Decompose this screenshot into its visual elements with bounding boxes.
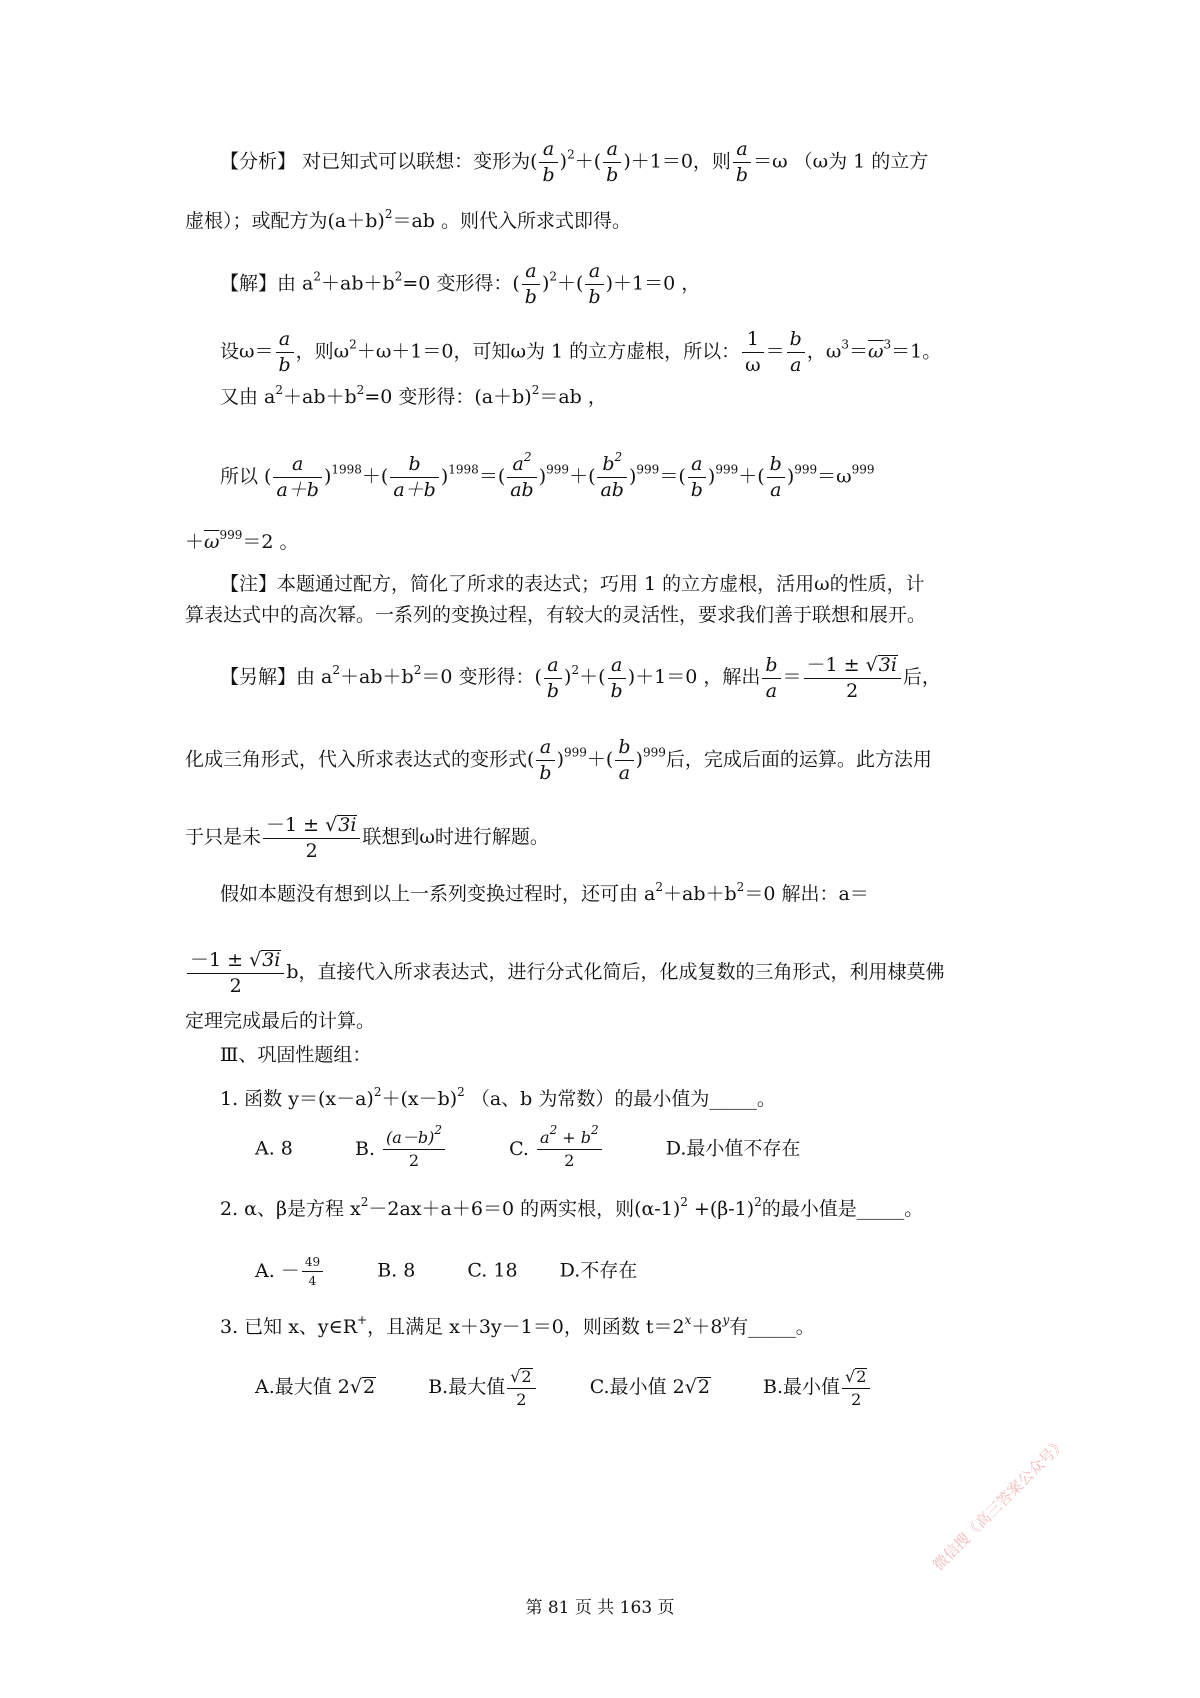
den: a＋b bbox=[390, 477, 439, 500]
num: a bbox=[278, 328, 291, 350]
exp: 2 bbox=[413, 663, 422, 677]
exp: 2 bbox=[313, 269, 322, 284]
radicand: 2 bbox=[856, 1367, 867, 1386]
num: b bbox=[602, 453, 615, 475]
num: b bbox=[765, 653, 778, 676]
text: ＝( bbox=[478, 465, 506, 488]
label: C. bbox=[509, 1137, 529, 1160]
analysis-line-2 bbox=[185, 207, 631, 232]
text: )＋1＝0 ， bbox=[605, 272, 701, 295]
num: a bbox=[691, 453, 703, 475]
exp: 999 bbox=[564, 745, 587, 760]
text: ) bbox=[538, 465, 547, 488]
exp: 2 bbox=[549, 1123, 558, 1137]
note-line-2 bbox=[185, 606, 926, 625]
label: C.最小值 2 bbox=[589, 1376, 685, 1398]
exp: 2 bbox=[394, 269, 403, 284]
fraction-b-over-a bbox=[787, 330, 805, 375]
text: ＋( bbox=[738, 465, 765, 488]
text: 算表达式中的高次幂。一系列的变换过程，有较大的灵活性，要求我们善于联想和展开。 bbox=[185, 604, 927, 626]
text: 的最小值是_____。 bbox=[761, 1198, 924, 1220]
exp: 2 bbox=[614, 450, 623, 464]
num: (a－b) bbox=[386, 1128, 435, 1147]
fraction-a-over-b bbox=[276, 330, 294, 375]
text: ＝0 解出：a＝ bbox=[744, 883, 869, 905]
text: ＋8 bbox=[691, 1316, 723, 1338]
label: A.最大值 2 bbox=[255, 1376, 350, 1398]
text: ＋ bbox=[185, 531, 205, 553]
den: a bbox=[615, 760, 633, 783]
exp: 2 bbox=[332, 663, 341, 677]
exp: 2 bbox=[571, 663, 580, 677]
text: 后， bbox=[902, 666, 941, 688]
text: 定理完成最后的计算。 bbox=[185, 1010, 376, 1032]
exp: 1998 bbox=[331, 462, 362, 477]
num: b bbox=[789, 328, 802, 350]
fraction-b-over-a bbox=[767, 455, 785, 500]
text: 有_____。 bbox=[729, 1316, 815, 1338]
text: ＋( bbox=[579, 666, 606, 688]
exp: 2 bbox=[680, 1195, 688, 1209]
num: a bbox=[512, 453, 524, 475]
den: b bbox=[536, 760, 554, 783]
q1-option-d[interactable]: D.最小值不存在 bbox=[665, 1137, 801, 1160]
exp: 999 bbox=[851, 462, 875, 477]
section-title: Ⅲ、巩固性题组： bbox=[220, 1044, 372, 1066]
text: 联想到ω时进行解题。 bbox=[362, 826, 549, 848]
q1-option-c[interactable] bbox=[509, 1123, 604, 1170]
text: ＝ab 。则代入所求式即得。 bbox=[392, 210, 631, 232]
exp: 999 bbox=[642, 745, 666, 760]
num: a bbox=[588, 260, 601, 282]
exp: 2 bbox=[457, 1085, 465, 1099]
fraction-b-over-a bbox=[762, 653, 780, 702]
den: a bbox=[787, 352, 805, 375]
fraction-root-expression: $\frac{-1 \pm √3i}{2}$ bbox=[804, 655, 901, 701]
analysis-line-1 bbox=[220, 140, 928, 185]
den: b bbox=[539, 162, 557, 185]
solution-line-3 bbox=[220, 383, 607, 408]
text: 1. 函数 y＝(x－a) bbox=[220, 1088, 374, 1110]
text: ＋ab＋b bbox=[340, 666, 414, 688]
exp: 999 bbox=[546, 462, 570, 477]
fraction-b2-over-ab bbox=[597, 450, 627, 501]
num: 1 bbox=[746, 328, 759, 350]
num: 49 bbox=[304, 1255, 321, 1269]
text: ＝ bbox=[765, 340, 785, 363]
radicand: 3i bbox=[338, 814, 357, 836]
text: ＋ω＋1＝0，可知ω为 1 的立方虚根，所以： bbox=[356, 340, 741, 363]
radicand: 2 bbox=[521, 1367, 532, 1386]
solution-line-4 bbox=[220, 450, 875, 501]
num: a bbox=[606, 138, 618, 160]
fraction-root-expression: $\frac{-1 \pm √3i}{2}$ bbox=[187, 950, 284, 996]
text: ) bbox=[541, 272, 550, 295]
den: b bbox=[585, 284, 603, 307]
text: ，且满足 x＋3y－1＝0，则函数 t＝2 bbox=[367, 1316, 685, 1338]
question-1-stem bbox=[220, 1085, 776, 1110]
text: （a、b 为常数）的最小值为_____。 bbox=[464, 1088, 776, 1110]
text: =0 变形得：( bbox=[402, 272, 520, 295]
q3-option-d[interactable] bbox=[763, 1367, 872, 1409]
den: ab bbox=[597, 477, 627, 500]
text: 虚根）；或配方为(a＋b) bbox=[185, 210, 385, 232]
alt-line-1 bbox=[220, 655, 941, 701]
text: ，ω bbox=[806, 340, 842, 363]
question-2-options bbox=[255, 1256, 637, 1287]
alt-line-2 bbox=[185, 738, 932, 783]
den: b bbox=[733, 162, 751, 185]
fraction-root-expression: $\frac{-1 \pm √3i}{2}$ bbox=[263, 815, 360, 861]
q2-option-d[interactable]: D.不存在 bbox=[559, 1259, 638, 1282]
fraction bbox=[383, 1123, 445, 1170]
num: －1 ± bbox=[266, 814, 320, 836]
den: 2 bbox=[383, 1149, 445, 1169]
question-3-stem bbox=[220, 1313, 815, 1338]
fraction-a-over-b bbox=[608, 653, 626, 702]
fraction bbox=[302, 1256, 323, 1287]
text: ＝ bbox=[782, 666, 802, 688]
den: b bbox=[688, 477, 706, 500]
alt-line-3 bbox=[185, 815, 549, 861]
text: 对已知式可以联想：变形为( bbox=[302, 150, 538, 173]
fraction-b-over-a-plus-b bbox=[390, 455, 439, 500]
text: 设ω＝ bbox=[220, 340, 274, 363]
fraction-a-over-b bbox=[733, 140, 751, 185]
den: ω bbox=[742, 352, 764, 375]
den: 2 bbox=[804, 678, 901, 701]
text: ＋ab＋b bbox=[283, 386, 357, 408]
text: ) bbox=[564, 666, 572, 688]
fraction-a2-over-ab bbox=[507, 450, 537, 501]
exp: 3 bbox=[841, 337, 849, 352]
num: b bbox=[769, 453, 782, 475]
label: B.最小值 bbox=[763, 1376, 841, 1398]
fraction-a-over-b bbox=[522, 262, 540, 307]
den: 2 bbox=[263, 838, 360, 861]
text: ) bbox=[707, 465, 716, 488]
num: b bbox=[408, 453, 421, 475]
q2-option-b[interactable]: B. 8 bbox=[377, 1259, 416, 1282]
num: a bbox=[539, 736, 552, 758]
den: 2 bbox=[842, 1388, 870, 1408]
question-1-options bbox=[255, 1123, 801, 1170]
text: ) bbox=[635, 748, 643, 771]
exp: 2 bbox=[356, 383, 365, 397]
radicand: 2 bbox=[697, 1376, 710, 1398]
text: =0 变形得：(a＋b) bbox=[364, 386, 532, 408]
radicand: 3i bbox=[262, 949, 281, 971]
den: 2 bbox=[537, 1149, 602, 1169]
watermark: 微信搜《高三答案公众号》 bbox=[929, 1434, 1070, 1575]
den: b bbox=[522, 284, 540, 307]
exp: 2 bbox=[360, 1195, 369, 1209]
alt-tag: 【另解】 bbox=[220, 666, 297, 688]
exp: 999 bbox=[219, 528, 243, 542]
text: ＝ω （ω为 1 的立方 bbox=[753, 150, 929, 173]
text: 3. 已知 x、y∈R bbox=[220, 1316, 358, 1338]
fraction-b-over-a bbox=[615, 738, 633, 783]
exp: 1998 bbox=[448, 462, 479, 477]
text: 由 a bbox=[296, 666, 333, 688]
den: 2 bbox=[187, 973, 284, 996]
den: a＋b bbox=[273, 477, 322, 500]
exp: 2 bbox=[591, 1123, 599, 1137]
q1-option-b[interactable] bbox=[354, 1123, 447, 1170]
q2-option-c[interactable]: C. 18 bbox=[467, 1259, 518, 1282]
text: ) bbox=[556, 748, 565, 771]
exp: 2 bbox=[373, 1085, 382, 1099]
text: ＝ω bbox=[817, 465, 852, 488]
exp: y bbox=[722, 1313, 730, 1327]
num: a bbox=[540, 1128, 550, 1147]
text: ＋( bbox=[569, 465, 596, 488]
q1-option-a[interactable]: A. 8 bbox=[255, 1137, 293, 1160]
question-2-stem bbox=[220, 1195, 924, 1220]
text: ) bbox=[323, 465, 332, 488]
exp: 2 bbox=[523, 450, 532, 464]
fraction: $\frac{√2}{2}$ bbox=[842, 1368, 870, 1408]
exp: 2 bbox=[434, 1123, 442, 1137]
page-footer: 第 81 页 共 163 页 bbox=[525, 1598, 675, 1618]
exp: x bbox=[684, 1313, 692, 1327]
extra-line-3 bbox=[185, 1012, 375, 1031]
den: a bbox=[762, 678, 780, 701]
den: b bbox=[603, 162, 621, 185]
solution-line-5 bbox=[185, 528, 299, 553]
exp: 999 bbox=[636, 462, 660, 477]
fraction-1-over-omega bbox=[742, 330, 764, 375]
num: a bbox=[547, 653, 559, 676]
text: 所以 ( bbox=[220, 465, 272, 488]
exp: 2 bbox=[549, 269, 558, 284]
den: b bbox=[544, 678, 562, 701]
text: ＝ bbox=[848, 340, 868, 363]
fraction: $\frac{√2}{2}$ bbox=[507, 1368, 535, 1408]
den: a bbox=[767, 477, 785, 500]
solution-line-1 bbox=[220, 262, 700, 307]
text: ＋( bbox=[574, 150, 602, 173]
label: B. bbox=[354, 1137, 375, 1160]
num: －1 ± bbox=[190, 949, 244, 971]
note-line-1 bbox=[220, 575, 925, 594]
num: a bbox=[525, 260, 537, 282]
fraction-a-over-b bbox=[603, 140, 621, 185]
exp: 2 bbox=[531, 383, 540, 397]
den: b bbox=[276, 352, 294, 375]
exp: + bbox=[357, 1313, 368, 1327]
text: )＋1＝0，则 bbox=[623, 150, 731, 173]
text: +(β-1) bbox=[687, 1198, 755, 1220]
q2-option-a[interactable] bbox=[255, 1255, 325, 1288]
text: 本题通过配方，简化了所求的表达式；巧用 1 的立方虚根，活用ω的性质，计 bbox=[277, 573, 925, 595]
num: + b bbox=[557, 1128, 592, 1147]
text: ，则ω bbox=[295, 340, 350, 363]
text: ＝2 。 bbox=[242, 531, 299, 553]
text: 于只是未 bbox=[185, 826, 262, 848]
text: 化成三角形式，代入所求表达式的变形式( bbox=[185, 748, 535, 771]
exp: 3 bbox=[883, 337, 892, 352]
text: ＋ab＋b bbox=[663, 883, 737, 905]
text: 2. α、β是方程 x bbox=[220, 1198, 361, 1220]
label: B.最大值 bbox=[428, 1376, 506, 1398]
q3-option-a[interactable]: A.最大值 2√2 bbox=[255, 1376, 376, 1398]
omega-bar: $\overline{\omega}$ bbox=[204, 531, 220, 553]
text: －2ax＋a＋6＝0 的两实根，则(α-1) bbox=[368, 1198, 681, 1220]
question-3-options bbox=[255, 1368, 872, 1408]
num: a bbox=[292, 453, 304, 475]
den: b bbox=[608, 678, 626, 701]
extra-line-1 bbox=[220, 880, 869, 905]
fraction-a-over-a-plus-b bbox=[273, 455, 322, 500]
num: －1 ± bbox=[806, 654, 860, 676]
den: 2 bbox=[507, 1388, 535, 1408]
text: ) bbox=[440, 465, 449, 488]
fraction-a-over-b bbox=[539, 140, 557, 185]
text: ＋( bbox=[557, 272, 584, 295]
q3-option-b[interactable] bbox=[428, 1367, 537, 1409]
fraction-a-over-b bbox=[585, 262, 603, 307]
text: 假如本题没有想到以上一系列变换过程时，还可由 a bbox=[220, 883, 656, 905]
fraction bbox=[537, 1123, 602, 1170]
text: ＋ab＋b bbox=[321, 272, 395, 295]
text: 后，完成后面的运算。此方法用 bbox=[665, 748, 932, 771]
note-tag: 【注】 bbox=[220, 573, 278, 595]
q3-option-c[interactable]: C.最小值 2√2 bbox=[589, 1376, 710, 1398]
exp: 999 bbox=[715, 462, 739, 477]
radicand: 2 bbox=[363, 1376, 376, 1398]
exp: 2 bbox=[275, 383, 284, 397]
num: b bbox=[618, 736, 631, 758]
fraction-a-over-b bbox=[688, 455, 706, 500]
text: 又由 a bbox=[220, 386, 276, 408]
text: ＋( bbox=[361, 465, 389, 488]
text: ＝ab ， bbox=[539, 386, 607, 408]
exp: 2 bbox=[349, 337, 357, 352]
text: ＋(x－b) bbox=[381, 1088, 458, 1110]
fraction-a-over-b bbox=[536, 738, 554, 783]
label: A. － bbox=[255, 1259, 300, 1282]
text: b，直接代入所求表达式，进行分式化简后，化成复数的三角形式，利用棣莫佛 bbox=[286, 961, 945, 983]
exp: 2 bbox=[736, 880, 745, 894]
num: a bbox=[736, 138, 748, 160]
exp: 2 bbox=[754, 1195, 762, 1209]
den: ab bbox=[507, 477, 537, 500]
text: 由 a bbox=[277, 272, 314, 295]
text: ＝1。 bbox=[891, 340, 942, 363]
fraction-a-over-b bbox=[544, 653, 562, 702]
text: ) bbox=[628, 465, 637, 488]
text: ) bbox=[559, 150, 568, 173]
den: 4 bbox=[302, 1271, 323, 1287]
extra-line-2 bbox=[185, 950, 945, 996]
radicand: 3i bbox=[878, 654, 897, 676]
exp: 999 bbox=[794, 462, 818, 477]
text: ＝( bbox=[659, 465, 686, 488]
omega-bar: $\overline{\omega}$ bbox=[868, 340, 884, 363]
text: ＋( bbox=[586, 748, 614, 771]
solution-line-2 bbox=[220, 330, 941, 375]
text: ) bbox=[786, 465, 795, 488]
exp: 2 bbox=[655, 880, 664, 894]
solution-tag: 【解】 bbox=[220, 272, 278, 295]
num: a bbox=[542, 138, 555, 160]
text: ＝0 变形得：( bbox=[421, 666, 542, 688]
num: a bbox=[610, 653, 623, 676]
exp: 2 bbox=[384, 207, 393, 221]
exp: 2 bbox=[567, 147, 575, 162]
analysis-tag: 【分析】 bbox=[220, 150, 297, 173]
text: )＋1＝0 ，解出 bbox=[627, 666, 761, 688]
